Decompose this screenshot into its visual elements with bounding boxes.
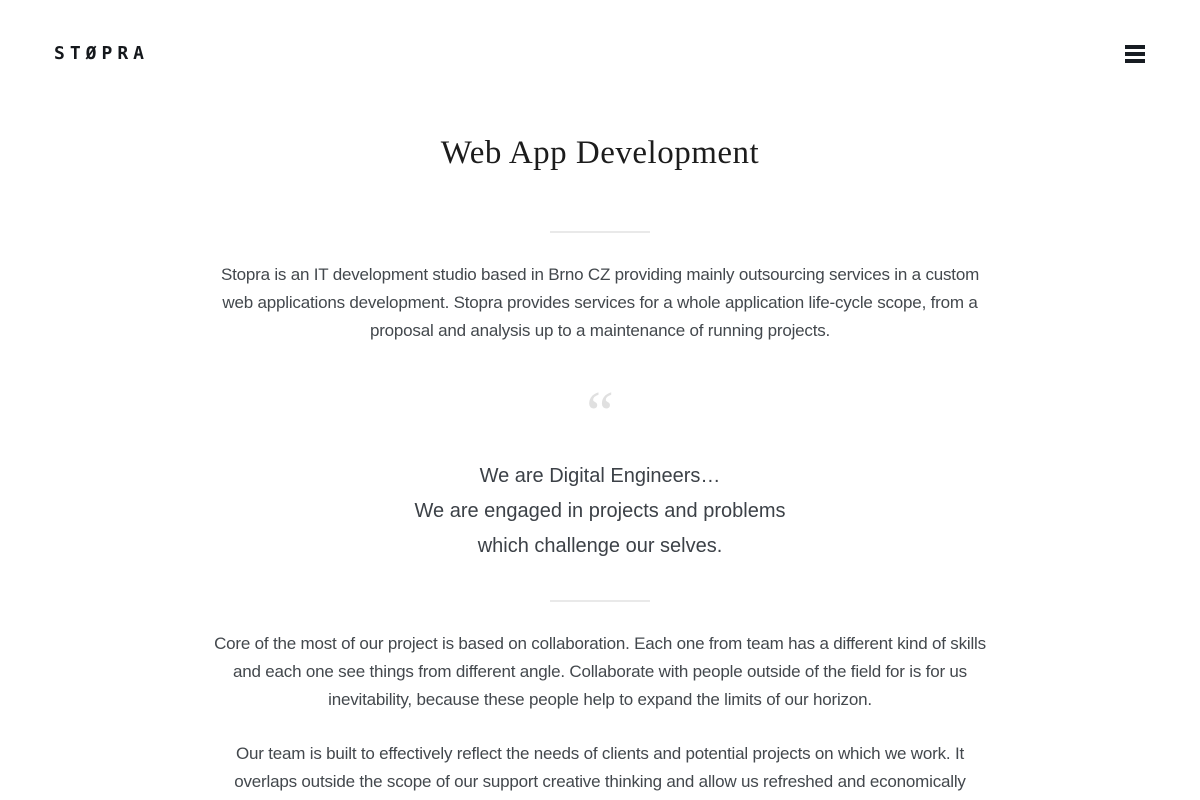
- menu-bar: [1125, 59, 1145, 63]
- quote-icon: “: [586, 380, 614, 448]
- logo[interactable]: STØPRA: [54, 43, 150, 64]
- quote-line: We are Digital Engineers…: [479, 465, 721, 487]
- main-content: [200, 0, 1000, 796]
- divider: [550, 600, 650, 602]
- divider: [550, 231, 650, 233]
- body-paragraph: Our team is built to effectively reflect the needs of clients and potential projects on which we work. It overlaps outside the scope of our support creative thinking and allow us refreshed and economically: [234, 744, 966, 791]
- quote-line: which challenge our selves.: [477, 535, 723, 557]
- quote-line: We are engaged in projects and problems: [414, 500, 786, 522]
- site-header: [0, 0, 1200, 110]
- menu-bar: [1125, 52, 1145, 56]
- page-title: Web App Development: [440, 135, 760, 171]
- intro-paragraph: Stopra is an IT development studio based in Brno CZ providing mainly outsourcing services in a custom web applications development. Stopra provides services for a whole application life-cycle scope, from a proposal and analysis up to a maintenance of running projects.: [220, 265, 980, 340]
- body-paragraph: Core of the most of our project is based on collaboration. Each one from team has a different kind of skills and each one see things from different angle. Collaborate with people outside of the field for is for us inevitability, because these people help to expand the limits of our horizon.: [214, 634, 986, 709]
- hamburger-menu-icon[interactable]: [1125, 45, 1145, 63]
- menu-bar: [1125, 45, 1145, 49]
- quote-block: [200, 459, 1000, 564]
